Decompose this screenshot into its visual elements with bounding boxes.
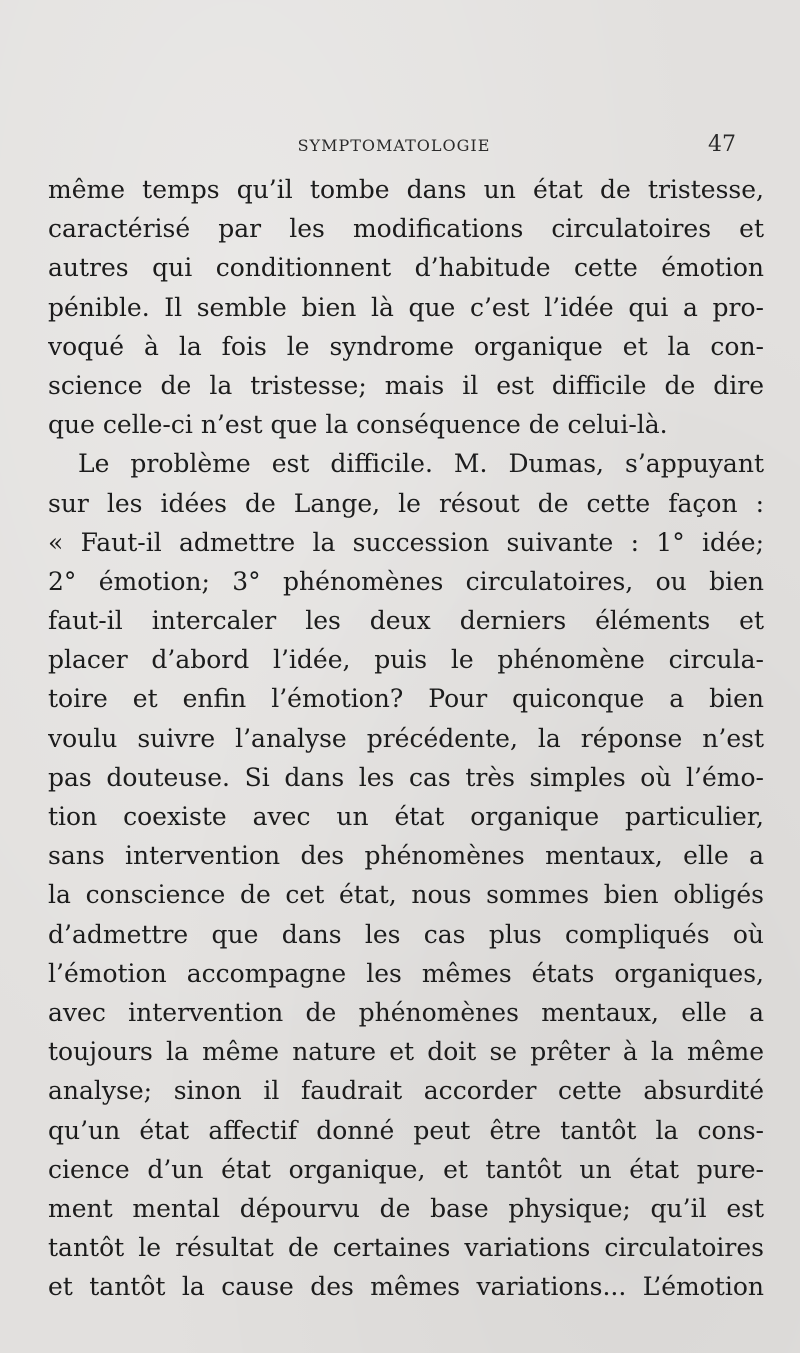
text-line: même temps qu’il tombe dans un état de tristesse, xyxy=(48,175,764,204)
text-line: qu’un état affectif donné peut être tantôt la cons- xyxy=(48,1115,764,1145)
text-line: toire et enfin l’émotion? Pour quiconque a bien xyxy=(48,684,764,714)
text-line: voulu suivre l’analyse précédente, la réponse n’est xyxy=(48,723,764,753)
text-line: et tantôt la cause des mêmes variations... L’émotion xyxy=(48,1272,764,1302)
text-line: avec intervention de phénomènes mentaux, elle a xyxy=(48,997,764,1027)
text-line: « Faut-il admettre la succession suivante : 1° idée; xyxy=(48,527,764,557)
text-line: caractérisé par les modifications circulatoires et xyxy=(48,214,764,244)
text-line: faut-il intercaler les deux derniers éléments et xyxy=(48,606,764,636)
text-line: la conscience de cet état, nous sommes bien obligés xyxy=(48,880,764,910)
text-line: pénible. Il semble bien là que c’est l’idée qui a pro- xyxy=(48,292,764,322)
running-head xyxy=(48,132,740,160)
text-line: d’admettre que dans les cas plus compliqués où xyxy=(48,919,764,949)
text-line: cience d’un état organique, et tantôt un état pure- xyxy=(48,1154,764,1184)
text-line: placer d’abord l’idée, puis le phénomène circula- xyxy=(48,645,764,675)
text-line: tantôt le résultat de certaines variations circulatoires xyxy=(48,1233,764,1263)
page-number: 47 xyxy=(708,132,736,157)
text-line: autres qui conditionnent d’habitude cette émotion xyxy=(48,253,764,283)
text-line: l’émotion accompagne les mêmes états organiques, xyxy=(48,958,764,988)
text-line: Le problème est difficile. M. Dumas, s’appuyant xyxy=(78,449,764,479)
text-line: 2° émotion; 3° phénomènes circulatoires, ou bien xyxy=(48,566,764,596)
text-line: ment mental dépourvu de base physique; qu’il est xyxy=(48,1193,764,1223)
text-line: sans intervention des phénomènes mentaux, elle a xyxy=(48,841,764,871)
text-line: analyse; sinon il faudrait accorder cette absurdité xyxy=(48,1076,764,1106)
running-title: SYMPTOMATOLOGIE xyxy=(297,136,491,155)
text-line: science de la tristesse; mais il est difficile de dire xyxy=(48,370,764,400)
text-line: voqué à la fois le syndrome organique et la con- xyxy=(48,331,764,361)
text-line: que celle-ci n’est que la conséquence de celui-là. xyxy=(48,410,668,440)
text-line: tion coexiste avec un état organique particulier, xyxy=(48,802,764,831)
text-line: pas douteuse. Si dans les cas très simples où l’émo- xyxy=(48,762,764,792)
text-line: sur les idées de Lange, le résout de cette façon : xyxy=(48,488,764,518)
text-line: toujours la même nature et doit se prêter à la même xyxy=(48,1037,764,1067)
body-text xyxy=(48,170,764,1306)
